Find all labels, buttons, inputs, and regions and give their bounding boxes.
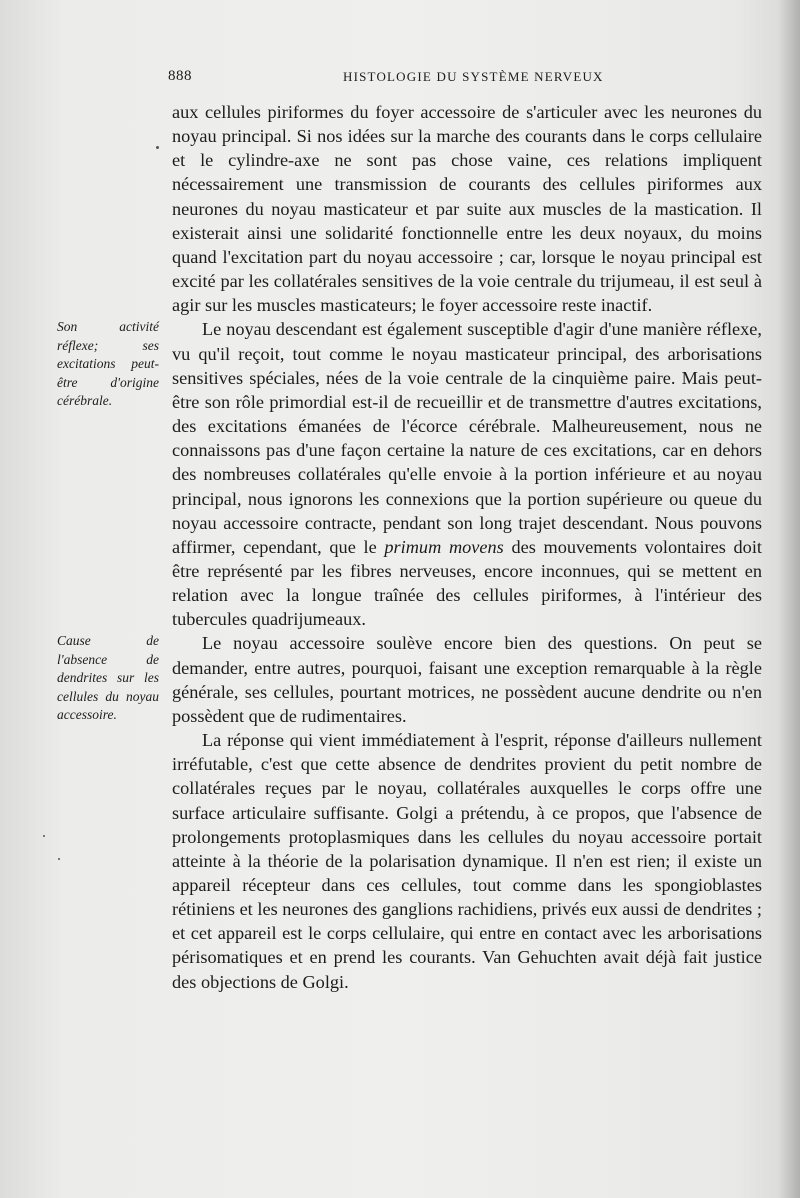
body-text	[172, 100, 762, 994]
margin-note-dendrite-absence: Cause de l'absence de dendrites sur les cellules du noyau accessoire.	[57, 633, 159, 723]
paragraph-4: La réponse qui vient immédiatement à l'esprit, réponse d'ailleurs nullement irréfutable, c'est que cette absence de dendrites provient du petit nombre de collatérales reçues par le noyau, collatérales auxquelles le corps offre une surface articulaire suffisante. Golgi a prétendu, à ce propos, que l'absence de prolongements protoplasmiques dans les cellules du noyau accessoire portait atteinte à la théorie de la polarisation dynamique. Il n'en est rien; il existe un appareil récepteur dans ces cellules, tout comme dans les spongioblastes rétiniens et les neurones des ganglions rachidiens, privés eux aussi de dendrites ; et cet appareil est le corps cellulaire, qui entre en contact avec les arborisations périsomatiques et en prend les courants. Van Gehuchten avait déjà fait justice des objections de Golgi.	[172, 730, 762, 992]
running-title: HISTOLOGIE DU SYSTÈME NERVEUX	[343, 69, 604, 84]
margin-note-reflex-activity: Son activité réflexe; ses excitations peut-être d'origine cérébrale.	[57, 319, 159, 409]
paragraph-1: aux cellules piriformes du foyer accessoire de s'articuler avec les neurones du noyau principal. Si nos idées sur la marche des courants dans le corps cellulaire et le cylindre-axe ne sont pas chose vaine, ces relations impliquent nécessairement une transmission de courants des cellules piriformes aux neurones du noyau masticateur et par suite aux muscles de la mastication. Il existerait ainsi une solidarité fonctionnelle entre les deux noyaux, du moins quand l'excitation part du noyau accessoire ; car, lorsque le noyau principal est excité par les collatérales sensitives de la voie centrale du trijumeau, il est seul à agir sur les muscles masticateurs; le foyer accessoire reste inactif.	[172, 102, 762, 316]
paragraph-3: Le noyau accessoire soulève encore bien des questions. On peut se demander, entre autres, pourquoi, faisant une exception remarquable à la règle générale, ses cellules, pourtant motrices, ne possèdent aucune dendrite ou n'en possèdent que de rudimentaires.	[172, 633, 762, 726]
print-speck	[58, 858, 60, 860]
running-header	[168, 68, 780, 90]
emphasis-primum-movens: primum movens	[384, 536, 504, 557]
print-speck	[156, 146, 159, 149]
paragraph-2	[172, 317, 762, 631]
print-speck	[43, 835, 45, 837]
page-number: 888	[168, 68, 192, 84]
paragraph-2-text-b: des mouvements volontaires doit être représenté par les fibres nerveuses, encore inconnues, qui se mettent en relation avec la longue traînée des cellules piriformes, à l'intérieur des tubercules quadrijumeaux.	[172, 536, 762, 630]
paragraph-2-text-a: Le noyau descendant est également susceptible d'agir d'une manière réflexe, vu qu'il reçoit, tout comme le noyau masticateur principal, des arborisations sensitives spéciales, nées de la voie centrale de la cinquième paire. Mais peut-être son rôle primordial est-il de recueillir et de transmettre d'autres excitations, des excitations émanées de l'écorce cérébrale. Malheureusement, nous ne connaissons pas d'une façon certaine la nature de ces excitations, car en dehors des nombreuses collatérales qu'elle envoie à la portion inférieure et au noyau principal, nous ignorons les connexions que la portion supérieure ou queue du noyau accessoire contracte, pendant son long trajet descendant. Nous pouvons affirmer, cependant, que le	[172, 319, 762, 557]
page-edge-shadow	[778, 0, 800, 1198]
